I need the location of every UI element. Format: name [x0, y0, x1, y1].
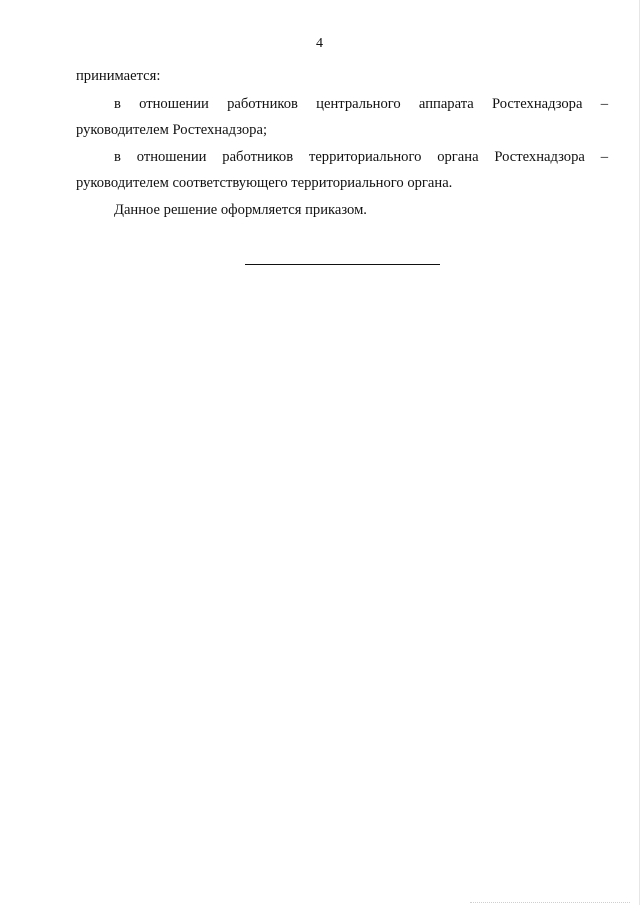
paragraph-decision-formalized: Данное решение оформляется приказом. [114, 202, 367, 218]
paragraph-territorial-body-continuation: руководителем соответствующего территориального органа. [76, 175, 453, 191]
paragraph-central-apparatus-continuation: руководителем Ростехнадзора; [76, 122, 267, 138]
text-line-accepted: принимается: [76, 68, 161, 84]
paragraph-territorial-body-line: в отношении работников территориального органа Ростехнадзора – [114, 149, 608, 165]
end-of-document-rule [245, 264, 440, 265]
scan-edge-mark [470, 902, 630, 903]
page-number: 4 [316, 36, 323, 51]
paragraph-central-apparatus-line: в отношении работников центрального аппарата Ростехнадзора – [114, 96, 608, 112]
